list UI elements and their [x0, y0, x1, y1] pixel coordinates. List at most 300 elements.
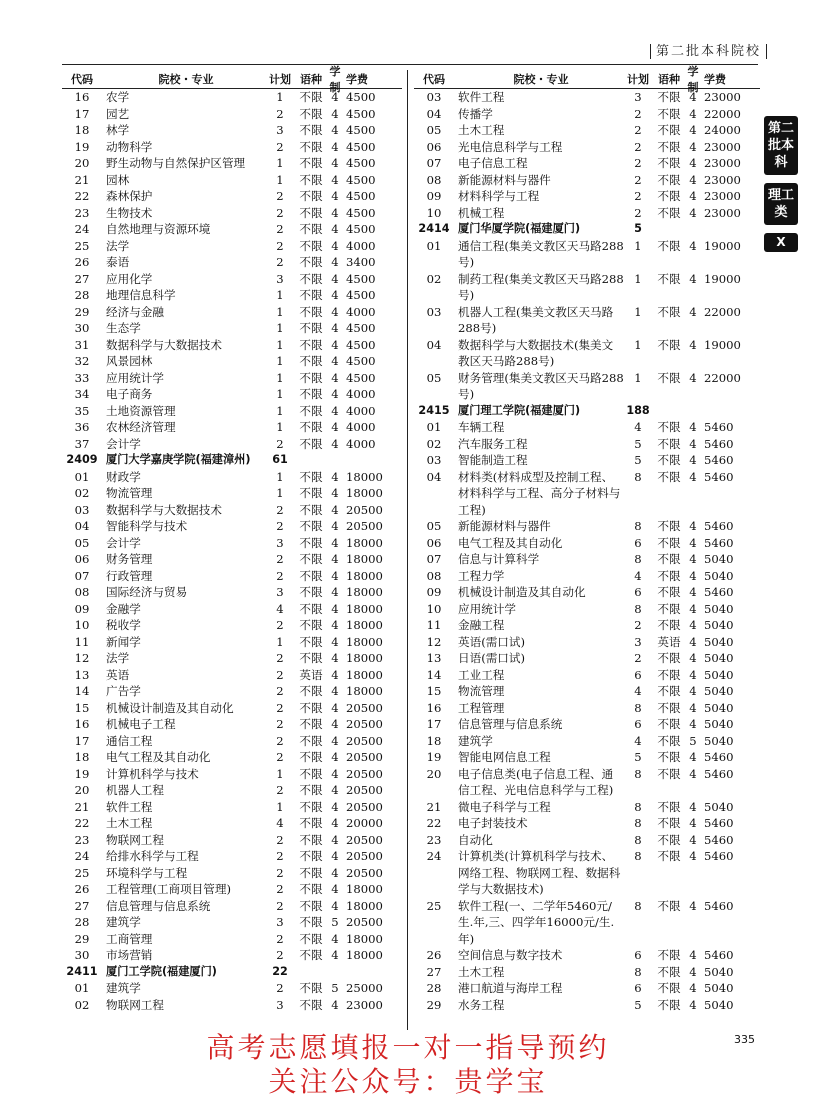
table-row — [414, 815, 760, 832]
table-row — [62, 188, 402, 205]
cell-plan: 1 — [276, 304, 284, 319]
cell-fee: 4500 — [346, 370, 376, 385]
header-divider — [766, 44, 767, 59]
cell-fee: 20500 — [346, 832, 383, 847]
cell-lang: 不限 — [299, 832, 323, 847]
cell-plan: 2 — [276, 750, 284, 764]
cell-fee: 5460 — [704, 453, 734, 467]
table-row — [414, 601, 760, 618]
school-row — [414, 221, 760, 238]
cell-years: 4 — [689, 750, 697, 764]
cell-plan: 5 — [634, 436, 642, 451]
cell-years: 4 — [331, 370, 339, 385]
cell-fee: 5040 — [704, 667, 734, 682]
cell-fee: 18000 — [346, 651, 383, 665]
cell-years: 4 — [331, 90, 339, 104]
header-rule — [62, 64, 758, 65]
cell-plan: 3 — [276, 585, 284, 599]
cell-lang: 不限 — [657, 766, 681, 781]
cell-code: 04 — [426, 337, 442, 352]
cell-name: 厦门工学院(福建厦门) — [106, 964, 217, 978]
cell-name: 财政学 — [106, 469, 141, 484]
cell-plan: 2 — [276, 898, 284, 913]
cell-name: 土木工程 — [458, 123, 505, 137]
cell-name: 土木工程 — [106, 816, 153, 830]
cell-name: 软件工程 — [458, 90, 505, 104]
cell-years: 4 — [331, 601, 339, 616]
cell-code: 11 — [426, 618, 442, 632]
cell-fee: 22000 — [704, 304, 741, 319]
table-row — [62, 386, 402, 403]
cell-years: 4 — [331, 469, 339, 484]
cell-fee: 5040 — [704, 634, 734, 649]
table-row — [414, 667, 760, 684]
cell-name: 园艺 — [106, 106, 130, 121]
cell-code: 18 — [74, 750, 90, 764]
cell-code: 04 — [426, 469, 442, 484]
cell-fee: 23000 — [704, 189, 741, 203]
cell-lang: 不限 — [657, 816, 681, 830]
cell-years: 4 — [689, 436, 697, 451]
cell-fee: 5040 — [704, 717, 734, 731]
cell-code: 2411 — [66, 964, 98, 978]
cell-fee: 5460 — [704, 469, 734, 484]
cell-code: 24 — [426, 849, 442, 863]
cell-plan: 2 — [276, 948, 284, 962]
cell-years: 4 — [689, 832, 697, 847]
header-plan: 计划 — [627, 73, 649, 86]
cell-fee: 20500 — [346, 502, 383, 517]
cell-name: 工商管理 — [106, 931, 153, 946]
table-row — [414, 898, 760, 948]
cell-years: 4 — [689, 634, 697, 649]
table-row — [414, 683, 760, 700]
table-row — [414, 155, 760, 172]
table-row — [62, 436, 402, 453]
cell-name: 风景园林 — [106, 354, 153, 368]
cell-plan: 8 — [634, 519, 642, 533]
cell-fee: 5040 — [704, 601, 734, 616]
cell-lang: 不限 — [299, 205, 323, 220]
table-row — [62, 914, 402, 931]
table-row — [414, 172, 760, 189]
cell-fee: 4500 — [346, 354, 376, 368]
cell-years: 4 — [689, 667, 697, 682]
cell-code: 09 — [426, 189, 442, 203]
table-row — [62, 683, 402, 700]
cell-years: 4 — [331, 783, 339, 797]
table-row — [62, 799, 402, 816]
table-row — [414, 964, 760, 981]
cell-plan: 4 — [634, 733, 642, 748]
cell-years: 4 — [689, 799, 697, 814]
cell-fee: 4500 — [346, 337, 376, 352]
cell-years: 4 — [331, 766, 339, 781]
table-row — [62, 634, 402, 651]
table-row — [62, 947, 402, 964]
cell-code: 03 — [426, 90, 442, 104]
cell-name: 厦门大学嘉庚学院(福建漳州) — [106, 453, 251, 466]
cell-plan: 8 — [634, 766, 642, 781]
right-column — [414, 65, 760, 1013]
cell-code: 21 — [74, 799, 90, 814]
cell-name: 材料科学与工程 — [458, 189, 540, 203]
cell-fee: 5040 — [704, 733, 734, 748]
table-row — [62, 931, 402, 948]
cell-name: 地理信息科学 — [106, 288, 176, 302]
cell-years: 4 — [331, 387, 339, 401]
table-row — [62, 568, 402, 585]
cell-fee: 5460 — [704, 420, 734, 434]
cell-name: 物流管理 — [458, 684, 505, 698]
cell-fee: 20500 — [346, 799, 383, 814]
cell-code: 2415 — [418, 403, 450, 417]
table-row — [62, 122, 402, 139]
cell-lang: 不限 — [657, 700, 681, 715]
cell-fee: 4500 — [346, 189, 376, 203]
tab-x[interactable]: X — [764, 233, 798, 252]
cell-lang: 不限 — [299, 304, 323, 319]
cell-plan: 8 — [634, 700, 642, 715]
cell-plan: 4 — [634, 684, 642, 698]
cell-code: 16 — [74, 90, 90, 104]
cell-years: 4 — [331, 519, 339, 533]
cell-years: 4 — [689, 717, 697, 731]
cell-years: 4 — [331, 486, 339, 500]
cell-name: 机器人工程(集美文教区天马路288号) — [458, 304, 614, 335]
table-row — [414, 188, 760, 205]
cell-code: 18 — [74, 123, 90, 137]
cell-plan: 2 — [276, 651, 284, 665]
cell-plan: 2 — [276, 849, 284, 863]
table-row — [62, 881, 402, 898]
table-row — [414, 700, 760, 717]
cell-years: 5 — [331, 915, 339, 929]
column-divider — [407, 70, 408, 1030]
cell-name: 空间信息与数字技术 — [458, 948, 563, 962]
cell-lang: 不限 — [299, 750, 323, 764]
cell-fee: 4000 — [346, 238, 376, 253]
cell-lang: 不限 — [299, 783, 323, 797]
cell-plan: 1 — [276, 387, 284, 401]
cell-fee: 18000 — [346, 601, 383, 616]
cell-years — [328, 452, 342, 469]
table-row — [62, 353, 402, 370]
cell-fee: 5040 — [704, 799, 734, 814]
table-row — [414, 122, 760, 139]
cell-code: 24 — [74, 222, 90, 236]
table-row — [62, 370, 402, 387]
cell-years: 4 — [689, 964, 697, 979]
cell-lang: 不限 — [299, 634, 323, 649]
cell-years: 4 — [689, 337, 697, 352]
cell-lang: 不限 — [299, 601, 323, 616]
cell-years — [328, 964, 342, 981]
cell-fee: 20500 — [346, 766, 383, 781]
cell-years: 4 — [331, 106, 339, 121]
cell-lang: 不限 — [299, 139, 323, 154]
cell-fee: 20500 — [346, 733, 383, 748]
cell-lang: 不限 — [299, 90, 323, 104]
cell-plan: 1 — [276, 799, 284, 814]
table-row — [62, 254, 402, 271]
header-lang: 语种 — [300, 73, 322, 86]
cell-years: 4 — [331, 420, 339, 434]
cell-lang: 不限 — [657, 552, 681, 566]
table-row — [62, 320, 402, 337]
cell-name: 电子信息类(电子信息工程、通信工程、光电信息科学与工程) — [458, 766, 614, 797]
cell-years: 4 — [331, 321, 339, 335]
cell-fee: 4000 — [346, 420, 376, 434]
cell-code: 09 — [426, 585, 442, 599]
cell-name: 机械工程 — [458, 205, 505, 220]
cell-lang: 不限 — [657, 189, 681, 203]
cell-plan: 2 — [634, 106, 642, 121]
table-row — [62, 518, 402, 535]
cell-name: 信息管理与信息系统 — [458, 717, 563, 731]
cell-code: 03 — [74, 502, 90, 517]
cell-years: 4 — [331, 568, 339, 583]
cell-plan: 1 — [276, 403, 284, 418]
cell-lang: 不限 — [299, 997, 323, 1012]
cell-lang — [294, 452, 328, 469]
cell-code: 33 — [74, 370, 90, 385]
cell-lang: 不限 — [299, 337, 323, 352]
cell-plan: 3 — [634, 634, 642, 649]
cell-fee: 20000 — [346, 816, 383, 830]
cell-code: 14 — [74, 684, 90, 698]
cell-name: 应用化学 — [106, 271, 153, 286]
table-row — [62, 700, 402, 717]
cell-code: 27 — [426, 964, 442, 979]
cell-plan: 2 — [276, 667, 284, 682]
cell-fee: 23000 — [346, 997, 383, 1012]
table-row — [62, 287, 402, 304]
table-row — [62, 485, 402, 502]
cell-years: 4 — [689, 535, 697, 550]
cell-lang — [652, 221, 686, 238]
cell-plan: 2 — [276, 684, 284, 698]
cell-plan: 1 — [634, 337, 642, 352]
cell-lang: 不限 — [299, 106, 323, 121]
cell-plan: 2 — [276, 238, 284, 253]
cell-years: 4 — [689, 139, 697, 154]
cell-fee: 18000 — [346, 535, 383, 550]
cell-fee: 5460 — [704, 436, 734, 451]
cell-plan: 4 — [276, 816, 284, 830]
cell-lang: 不限 — [299, 387, 323, 401]
cell-name: 生态学 — [106, 321, 141, 335]
cell-plan: 2 — [276, 865, 284, 880]
table-row — [414, 436, 760, 453]
table-row — [62, 106, 402, 123]
cell-lang: 不限 — [299, 189, 323, 203]
cell-lang: 不限 — [299, 898, 323, 913]
school-row — [62, 452, 402, 469]
cell-plan: 4 — [634, 420, 642, 434]
cell-fee: 4500 — [346, 172, 376, 187]
cell-fee: 5040 — [704, 964, 734, 979]
header-plan: 计划 — [269, 73, 291, 86]
cell-name: 环境科学与工程 — [106, 865, 188, 880]
cell-years: 4 — [689, 205, 697, 220]
cell-name: 传播学 — [458, 106, 493, 121]
cell-name: 电子信息工程 — [458, 156, 528, 170]
cell-plan: 1 — [276, 90, 284, 104]
cell-plan: 5 — [634, 997, 642, 1012]
cell-years: 4 — [331, 865, 339, 880]
cell-name: 森林保护 — [106, 189, 153, 203]
cell-name: 英语 — [106, 667, 130, 682]
cell-years: 4 — [331, 337, 339, 352]
cell-plan: 2 — [276, 502, 284, 517]
cell-fee: 5460 — [704, 519, 734, 533]
cell-name: 市场营销 — [106, 948, 153, 962]
cell-fee: 4000 — [346, 403, 376, 418]
cell-fee: 5040 — [704, 981, 734, 995]
cell-fee: 5040 — [704, 651, 734, 665]
cell-name: 工程管理(工商项目管理) — [106, 882, 231, 896]
cell-years: 4 — [331, 585, 339, 599]
table-row — [62, 139, 402, 156]
cell-lang: 不限 — [657, 964, 681, 979]
cell-fee: 5460 — [704, 766, 734, 781]
cell-plan: 2 — [276, 139, 284, 154]
cell-years: 4 — [689, 106, 697, 121]
cell-years: 4 — [689, 552, 697, 566]
cell-years: 4 — [331, 502, 339, 517]
cell-years: 4 — [331, 651, 339, 665]
cell-lang: 不限 — [657, 156, 681, 170]
cell-years: 4 — [331, 750, 339, 764]
table-row — [414, 848, 760, 898]
cell-years: 4 — [331, 700, 339, 715]
cell-lang: 不限 — [299, 717, 323, 731]
cell-plan: 2 — [634, 205, 642, 220]
cell-plan: 2 — [634, 618, 642, 632]
cell-fee: 5460 — [704, 898, 734, 913]
cell-lang: 不限 — [657, 684, 681, 698]
cell-code: 03 — [426, 304, 442, 319]
table-row — [62, 865, 402, 882]
cell-plan: 1 — [276, 172, 284, 187]
table-row — [414, 337, 760, 370]
cell-code: 20 — [74, 156, 90, 170]
cell-name: 工业工程 — [458, 667, 505, 682]
cell-years: 4 — [689, 90, 697, 104]
cell-code: 08 — [426, 172, 442, 187]
table-row — [62, 238, 402, 255]
table-row — [62, 304, 402, 321]
cell-name: 会计学 — [106, 436, 141, 451]
cell-code: 04 — [74, 519, 90, 533]
cell-fee: 4500 — [346, 156, 376, 170]
cell-name: 物联网工程 — [106, 997, 164, 1012]
cell-name: 物联网工程 — [106, 832, 164, 847]
cell-lang: 不限 — [299, 799, 323, 814]
cell-years: 4 — [689, 189, 697, 203]
cell-plan: 2 — [634, 172, 642, 187]
cell-plan: 2 — [634, 123, 642, 137]
cell-years: 4 — [689, 469, 697, 484]
cell-fee: 3400 — [346, 255, 376, 269]
cell-plan: 1 — [276, 766, 284, 781]
cell-plan: 8 — [634, 799, 642, 814]
cell-lang: 不限 — [299, 321, 323, 335]
cell-years: 4 — [331, 898, 339, 913]
cell-lang: 不限 — [657, 651, 681, 665]
cell-plan: 1 — [276, 469, 284, 484]
cell-lang: 不限 — [299, 271, 323, 286]
table-row — [62, 848, 402, 865]
cell-fee — [342, 452, 392, 469]
cell-lang: 不限 — [657, 733, 681, 748]
cell-code: 09 — [74, 601, 90, 616]
side-tabs — [764, 116, 798, 260]
cell-lang: 不限 — [657, 717, 681, 731]
cell-code: 36 — [74, 420, 90, 434]
cell-plan: 3 — [634, 90, 642, 104]
table-row — [62, 535, 402, 552]
table-row — [414, 469, 760, 519]
cell-lang: 不限 — [657, 618, 681, 632]
cell-lang: 不限 — [299, 849, 323, 863]
cell-name: 计算机科学与技术 — [106, 766, 199, 781]
cell-name: 微电子科学与工程 — [458, 799, 551, 814]
cell-plan: 1 — [276, 420, 284, 434]
tab-category[interactable]: 理工类 — [764, 183, 798, 225]
cell-code: 37 — [74, 436, 90, 451]
cell-years: 4 — [689, 172, 697, 187]
cell-name: 英语(需口试) — [458, 634, 526, 649]
watermark-line-1: 高考志愿填报一对一指导预约 — [206, 1031, 610, 1064]
cell-lang: 不限 — [657, 469, 681, 484]
cell-name: 数据科学与大数据技术 — [106, 502, 222, 517]
cell-name: 汽车服务工程 — [458, 436, 528, 451]
cell-plan: 2 — [276, 931, 284, 946]
cell-years: 4 — [331, 667, 339, 682]
table-row — [414, 452, 760, 469]
cell-fee: 18000 — [346, 552, 383, 566]
cell-lang: 不限 — [657, 205, 681, 220]
cell-plan: 61 — [272, 453, 288, 466]
cell-plan: 6 — [634, 717, 642, 731]
cell-fee: 5460 — [704, 832, 734, 847]
table-row — [414, 733, 760, 750]
table-row — [414, 89, 760, 106]
cell-lang: 不限 — [657, 799, 681, 814]
cell-code: 12 — [74, 651, 90, 665]
cell-code: 02 — [74, 997, 90, 1012]
left-table-body — [62, 89, 402, 1013]
tab-batch[interactable]: 第二批本科 — [764, 116, 798, 175]
cell-code: 08 — [426, 568, 442, 583]
cell-lang: 不限 — [657, 849, 681, 863]
cell-code: 27 — [74, 898, 90, 913]
cell-name: 新能源材料与器件 — [458, 172, 551, 187]
cell-plan: 8 — [634, 469, 642, 484]
cell-name: 生物技术 — [106, 205, 153, 220]
table-row — [414, 716, 760, 733]
header-lang: 语种 — [658, 73, 680, 86]
cell-code: 2409 — [66, 453, 98, 466]
cell-name: 野生动物与自然保护区管理 — [106, 156, 246, 170]
cell-plan: 2 — [276, 882, 284, 896]
cell-years: 4 — [331, 271, 339, 286]
cell-fee: 5460 — [704, 948, 734, 962]
cell-name: 光电信息科学与工程 — [458, 139, 563, 154]
table-row — [62, 403, 402, 420]
